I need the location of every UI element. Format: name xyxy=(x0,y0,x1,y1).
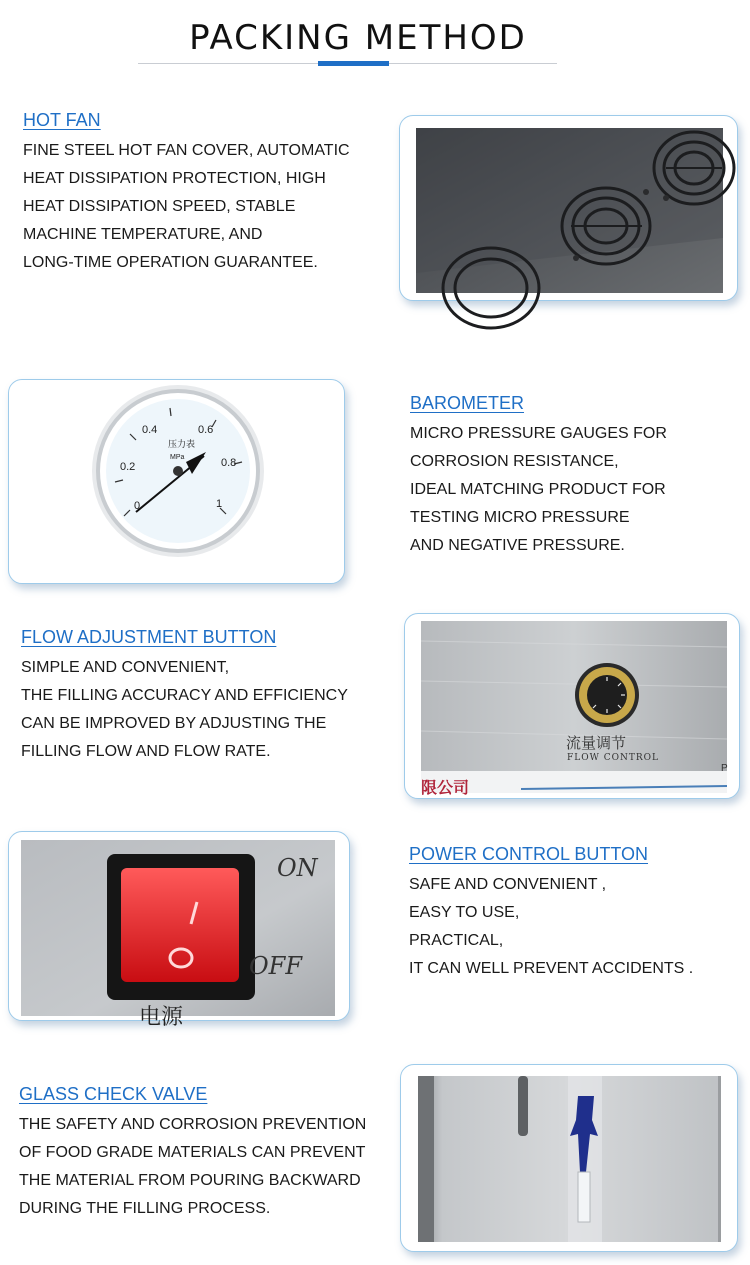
hot-fan-photo xyxy=(416,128,723,293)
check-valve-photo xyxy=(418,1076,721,1242)
section-title-hot-fan: HOT FAN xyxy=(23,110,101,130)
gauge-label-0-4: 0.4 xyxy=(142,424,158,436)
body-line: HEAT DISSIPATION PROTECTION, HIGH xyxy=(23,170,326,187)
gauge-label-0-2: 0.2 xyxy=(120,461,136,473)
body-line: THE MATERIAL FROM POURING BACKWARD xyxy=(19,1172,361,1189)
section-title-power-control: POWER CONTROL BUTTON xyxy=(409,844,649,864)
body-line: MACHINE TEMPERATURE, AND xyxy=(23,226,263,243)
flow-label-en: FLOW CONTROL xyxy=(567,753,659,763)
body-line: LONG-TIME OPERATION GUARANTEE. xyxy=(23,254,318,271)
flow-edge-letter: P xyxy=(721,763,728,774)
body-line: THE FILLING ACCURACY AND EFFICIENCY xyxy=(21,687,348,704)
body-line: HEAT DISSIPATION SPEED, STABLE xyxy=(23,198,296,215)
body-line: THE SAFETY AND CORROSION PREVENTION xyxy=(19,1116,367,1133)
body-line: CORROSION RESISTANCE, xyxy=(410,453,619,470)
gauge-label-0-6: 0.6 xyxy=(198,424,214,436)
section-body-flow-adjustment xyxy=(21,654,348,766)
gauge-unit: MPa xyxy=(170,454,185,461)
gauge-label-1: 1 xyxy=(216,498,223,510)
barometer-photo xyxy=(20,386,338,576)
gauge-needle xyxy=(20,386,338,576)
body-line: PRACTICAL, xyxy=(409,932,504,949)
body-line: IT CAN WELL PREVENT ACCIDENTS . xyxy=(409,960,694,977)
body-line: MICRO PRESSURE GAUGES FOR xyxy=(410,425,667,442)
body-line: CAN BE IMPROVED BY ADJUSTING THE xyxy=(21,715,327,732)
section-title-barometer: BAROMETER xyxy=(410,393,525,413)
section-body-barometer xyxy=(410,420,667,560)
gauge-label-0: 0 xyxy=(134,500,141,512)
body-line: SIMPLE AND CONVENIENT, xyxy=(21,659,230,676)
body-line: TESTING MICRO PRESSURE xyxy=(410,509,630,526)
page-title: PACKING METHOD xyxy=(189,18,527,58)
body-line: OF FOOD GRADE MATERIALS CAN PREVENT xyxy=(19,1144,366,1161)
flow-footer-cn: 限公司 xyxy=(421,780,470,797)
switch-label-cn: 电源 xyxy=(139,1004,184,1029)
power-switch-photo xyxy=(21,840,335,1029)
section-body-glass-check-valve xyxy=(19,1111,366,1223)
gauge-label-0-8: 0.8 xyxy=(221,457,237,469)
section-body-power-control xyxy=(409,871,693,983)
body-line: EASY TO USE, xyxy=(409,904,520,921)
section-body-hot-fan xyxy=(23,137,350,277)
title-accent-bar xyxy=(318,61,389,66)
flow-control-photo xyxy=(421,621,728,797)
flow-label-cn: 流量调节 xyxy=(566,734,627,752)
body-line: SAFE AND CONVENIENT , xyxy=(409,876,607,893)
switch-off-label: OFF xyxy=(249,952,302,980)
section-title-flow-adjustment: FLOW ADJUSTMENT BUTTON xyxy=(21,627,277,647)
body-line: AND NEGATIVE PRESSURE. xyxy=(410,537,625,554)
switch-on-label: ON xyxy=(277,854,318,882)
body-line: IDEAL MATCHING PRODUCT FOR xyxy=(410,481,666,498)
section-title-glass-check-valve: GLASS CHECK VALVE xyxy=(19,1084,208,1104)
body-line: FILLING FLOW AND FLOW RATE. xyxy=(21,743,271,760)
body-line: DURING THE FILLING PROCESS. xyxy=(19,1200,271,1217)
body-line: FINE STEEL HOT FAN COVER, AUTOMATIC xyxy=(23,142,350,159)
gauge-face-text: 压力表 xyxy=(168,439,196,449)
